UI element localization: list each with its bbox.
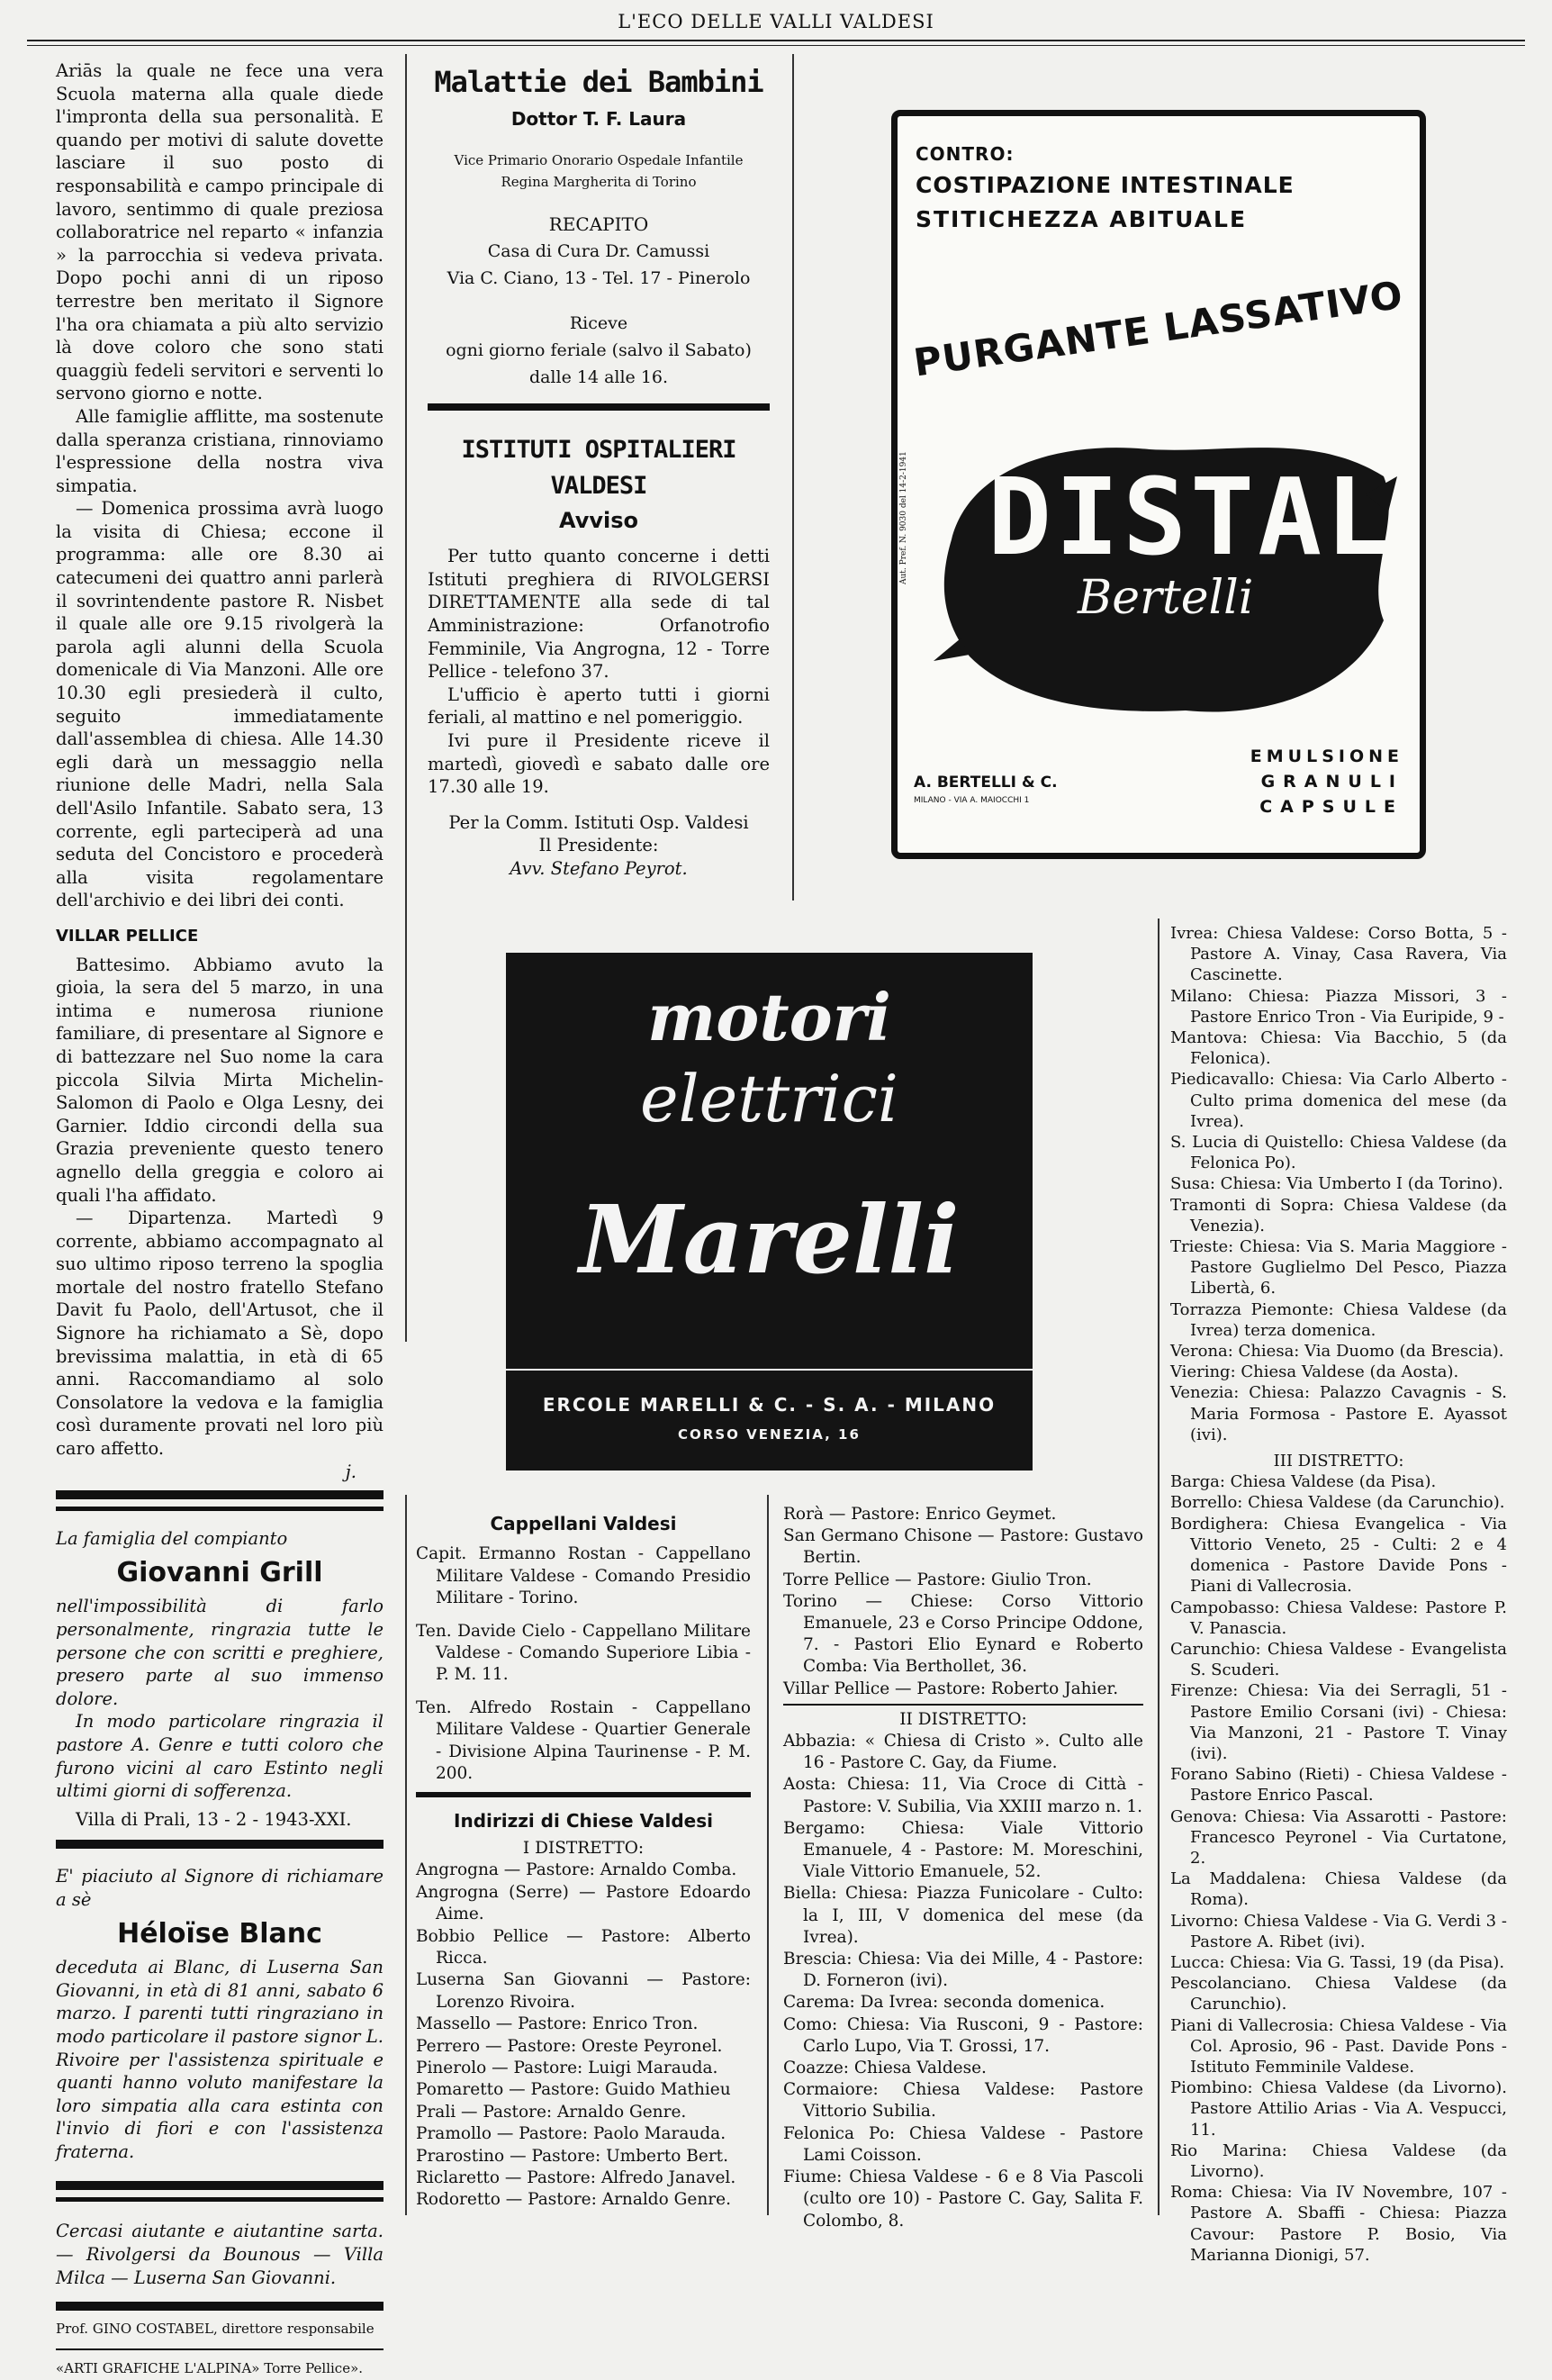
ad-text: Casa di Cura Dr. Camussi <box>487 240 710 261</box>
notice-text: deceduta ai Blanc, di Luserna San Giovanni, in età di 81 anni, sabato 6 marzo. I parenti tutti ringraziano in modo particolare il pastore signor L. Rivoire per l'assistenza spirituale e quanti hanno voluto manifestare la loro simpatia alla cara estinta con l'invio di fiori e con l'assistenza fraterna. <box>56 1957 383 2162</box>
section-title: Cappellani Valdesi <box>490 1513 677 1534</box>
list-item: Pomaretto — Pastore: Guido Mathieu <box>416 2080 731 2100</box>
list-item: Viering: Chiesa Valdese (da Aosta). <box>1170 1362 1459 1382</box>
notice-intro: E' piaciuto al Signore di richiamare a sè <box>56 1866 383 1910</box>
list-item: Milano: Chiesa: Piazza Missori, 3 - Pastore Enrico Tron - Via Euripide, 9 - <box>1170 986 1507 1027</box>
distal-logo: DISTAL <box>988 455 1394 579</box>
list-item: Firenze: Chiesa: Via dei Serragli, 51 - Pastore Emilio Corsani (ivi) - Chiesa: Via Manzoni, 21 - Pastore T. Vinay (ivi). <box>1170 1681 1507 1763</box>
ad-paragraph: L'ufficio è aperto tutti i giorni feriali, al mattino e nel pomeriggio. <box>428 683 770 728</box>
distal-advertisement <box>891 110 1426 859</box>
list-item: Como: Chiesa: Via Rusconi, 9 - Pastore: Carlo Lupo, Via T. Grossi, 17. <box>783 2014 1143 2056</box>
ad-rule <box>506 1369 1033 1371</box>
list-item: Piombino: Chiesa Valdese (da Livorno). Pastore Attilio Arias - Via A. Vespucci, 11. <box>1170 2078 1507 2140</box>
ad-subtitle: Regina Margherita di Torino <box>501 173 697 190</box>
column-divider <box>792 54 794 900</box>
header-rule <box>27 40 1525 41</box>
divider <box>783 1704 1143 1706</box>
district-title: III DISTRETTO: <box>1273 1452 1404 1471</box>
list-item: Felonica Po: Chiesa Valdese - Pastore Lami Coisson. <box>783 2123 1143 2165</box>
list-item: Roma: Chiesa: Via IV Novembre, 107 - Pastore A. Sbaffi - Chiesa: Piazza Cavour: Pastore P. Bosio, Via Marianna Dionigi, 57. <box>1170 2183 1507 2265</box>
ad-title: ISTITUTI OSPITALIERI VALDESI <box>461 435 736 500</box>
printer-credit: «ARTI GRAFICHE L'ALPINA» Torre Pellice». <box>56 2359 364 2376</box>
column-b2 <box>416 1513 751 2212</box>
ad-text: ogni giorno feriale (salvo il Sabato) <box>446 339 752 360</box>
header-rule-thin <box>27 45 1525 46</box>
divider <box>428 403 770 411</box>
list-item: Pinerolo — Pastore: Luigi Marauda. <box>416 2058 718 2077</box>
list-item: Torre Pellice — Pastore: Giulio Tron. <box>783 1570 1092 1589</box>
ad-label: RECAPITO <box>548 213 649 235</box>
ad-fineprint: Aut. Pref. N. 9030 del 14-2-1941 <box>899 451 908 584</box>
ad-subtitle: Vice Primario Onorario Ospedale Infantile <box>454 151 744 168</box>
list-item: Riclaretto — Pastore: Alfredo Janavel. <box>416 2167 736 2187</box>
marelli-advertisement <box>506 953 1033 1471</box>
divider <box>56 1507 383 1511</box>
list-item: Luserna San Giovanni — Pastore: Lorenzo Rivoira. <box>416 1970 751 2012</box>
list-item: Campobasso: Chiesa Valdese: Pastore P. V. Panascia. <box>1170 1597 1507 1638</box>
divider <box>56 1490 383 1499</box>
ad-address: MILANO - VIA A. MAIOCCHI 1 <box>914 796 1030 805</box>
list-item: Angrogna — Pastore: Arnaldo Comba. <box>416 1860 737 1880</box>
list-item: Livorno: Chiesa Valdese - Via G. Verdi 3 - Pastore A. Ribet (ivi). <box>1170 1911 1507 1951</box>
column-divider <box>1158 919 1159 2215</box>
list-item: S. Lucia di Quistello: Chiesa Valdese (da Felonica Po). <box>1170 1133 1507 1173</box>
ad-paragraph: Per tutto quanto concerne i detti Istituti preghiera di RIVOLGERSI DIRETTAMENTE alla sede di tal Amministrazione: Orfanotrofio Femminile, Via Angrogna, 12 - Torre Pellice - telefono 37. <box>428 546 770 683</box>
distal-script: Bertelli <box>1078 571 1254 625</box>
list-item: Villar Pellice — Pastore: Roberto Jahier. <box>783 1679 1119 1698</box>
list-item: Prarostino — Pastore: Umberto Bert. <box>416 2146 729 2166</box>
divider <box>56 2181 383 2190</box>
list-item: Mantova: Chiesa: Via Bacchio, 5 (da Felonica). <box>1170 1028 1507 1069</box>
ad-text: dalle 14 alle 16. <box>528 367 669 387</box>
ad-address: CORSO VENEZIA, 16 <box>678 1426 861 1443</box>
list-item: Pramollo — Pastore: Paolo Marauda. <box>416 2124 726 2144</box>
ad-company: A. BERTELLI & C. <box>914 774 1058 792</box>
list-item: Verona: Chiesa: Via Duomo (da Brescia). <box>1170 1342 1504 1362</box>
article-paragraph: Battesimo. Abbiamo avuto la gioia, la sera del 5 marzo, in una intima e numerosa riunione familiare, di presentare al Signore e di battezzare nel Suo nome la cara piccola Silvia Mirta Michelin-Salomon di Paolo e Olga Lesny, dei Garnier. Iddio circondi della sua Grazia preveniente questo tenero agnello della greggia e coloro ai quali l'ha affidato. <box>56 954 383 1206</box>
page-header: L'ECO DELLE VALLI VALDESI <box>618 11 934 32</box>
notice-name: Héloïse Blanc <box>117 1917 322 1950</box>
list-item: Bordighera: Chiesa Evangelica - Via Vittorio Veneto, 25 - Culti: 2 e 4 domenica - Pastore Davide Pons - Piani di Vallecrosia. <box>1170 1514 1507 1597</box>
list-item: San Germano Chisone — Pastore: Gustavo Bertin. <box>783 1526 1143 1568</box>
ad-paragraph: Ivi pure il Presidente riceve il martedì, giovedì e sabato dalle ore 17.30 alle 19. <box>428 729 770 798</box>
list-item: Barga: Chiesa Valdese (da Pisa). <box>1170 1472 1437 1492</box>
list-item: Rio Marina: Chiesa Valdese (da Livorno). <box>1170 2140 1507 2181</box>
ad-text: STITICHEZZA ABITUALE <box>916 206 1248 232</box>
marelli-logo: Marelli <box>579 1184 960 1295</box>
ad-format: CAPSULE <box>1259 797 1403 817</box>
column-b3 <box>783 1504 1143 2232</box>
list-item: Carema: Da Ivrea: seconda domenica. <box>783 1993 1105 2013</box>
list-item: Coazze: Chiesa Valdese. <box>783 2059 987 2078</box>
classified-ad: Cercasi aiutante e aiutantine sarta. — Rivolgersi da Bounous — Villa Milca — Luserna San Giovanni. <box>56 2221 383 2288</box>
doctor-name: Dottor T. F. Laura <box>510 108 687 130</box>
editor-credit: Prof. GINO COSTABEL, direttore responsabile <box>56 2321 374 2338</box>
list-item: Carunchio: Chiesa Valdese - Evangelista S. Scuderi. <box>1170 1639 1507 1680</box>
ad-text: CONTRO: <box>916 143 1015 165</box>
list-item: Piedicavallo: Chiesa: Via Carlo Alberto - Culto prima domenica del mese (da Ivrea). <box>1170 1070 1507 1131</box>
list-item: Venezia: Chiesa: Palazzo Cavagnis - S. Maria Formosa - Pastore E. Ayassot (ivi). <box>1170 1383 1507 1444</box>
list-item: Bobbio Pellice — Pastore: Alberto Ricca. <box>416 1926 751 1968</box>
ad-text: Via C. Ciano, 13 - Tel. 17 - Pinerolo <box>447 267 751 288</box>
divider <box>56 2302 383 2311</box>
list-item: Biella: Chiesa: Piazza Funicolare - Culto: la I, III, V domenica del mese (da Ivrea). <box>783 1884 1143 1947</box>
list-item: Piani di Vallecrosia: Chiesa Valdese - Via Col. Aprosio, 96 - Past. Davide Pons - Istituto Femminile Valdese. <box>1170 2015 1507 2077</box>
list-item: Ivrea: Chiesa Valdese: Corso Botta, 5 - Pastore A. Vinay, Casa Ravera, Via Cascinette. <box>1170 924 1507 985</box>
list-item: Massello — Pastore: Enrico Tron. <box>416 2014 699 2034</box>
list-item: Forano Sabino (Rieti) - Chiesa Valdese - Pastore Enrico Pascal. <box>1170 1765 1507 1805</box>
list-item: Brescia: Chiesa: Via dei Mille, 4 - Pastore: D. Forneron (ivi). <box>783 1950 1143 1991</box>
article-paragraph: — Domenica prossima avrà luogo la visita di Chiesa; eccone il programma: alle ore 8.30 ai catecumeni dei quattro anni parlerà il sovrintendente pastore R. Nisbet il quale alle ore 9.15 rivolgerà la parola agli alunni della Scuola domenicale di Via Manzoni. Alle ore 10.30 egli presiederà il culto, seguito immediatamente dall'assemblea di chiesa. Alle 14.30 egli darà un messaggio nella riunione delle Madri, nella Sala dell'Asilo Infantile. Sabato sera, 13 corrente, egli parteciperà ad una seduta del Concistoro e procederà alla visita regolamentare dell'archivio e dei libri dei conti. <box>56 498 383 911</box>
ad-text: COSTIPAZIONE INTESTINALE <box>916 172 1295 198</box>
ad-format: GRANULI <box>1260 772 1403 792</box>
list-item: Borrello: Chiesa Valdese (da Carunchio). <box>1170 1493 1505 1513</box>
column-left <box>56 59 383 2380</box>
column-divider <box>405 1495 407 2215</box>
notice-text: In modo particolare ringrazia il pastore A. Genre e tutti coloro che furono vicini al caro Estinto negli ultimi giorni di sofferenza. <box>56 1711 383 1802</box>
divider <box>416 1792 751 1797</box>
district-title: II DISTRETTO: <box>899 1709 1027 1729</box>
district-title: I DISTRETTO: <box>522 1838 645 1858</box>
notice-place: Villa di Prali, 13 - 2 - 1943-XXI. <box>76 1808 352 1830</box>
column-divider <box>405 54 407 1342</box>
list-item: Fiume: Chiesa Valdese - 6 e 8 Via Pascoli (culto ore 10) - Pastore C. Gay, Salita F. Colombo, 8. <box>783 2167 1143 2231</box>
list-item: Genova: Chiesa: Via Assarotti - Pastore: Francesco Peyronel - Via Curtatone, 2. <box>1170 1806 1507 1868</box>
section-title: VILLAR PELLICE <box>56 926 199 946</box>
ad-text: Riceve <box>569 312 628 333</box>
list-item: La Maddalena: Chiesa Valdese (da Roma). <box>1170 1869 1507 1910</box>
article-paragraph: Alle famiglie afflitte, ma sostenute dalla speranza cristiana, rinnoviamo l'espressione della nostra viva simpatia. <box>56 405 383 496</box>
list-item: Pescolanciano. Chiesa Valdese (da Carunchio). <box>1170 1974 1507 2014</box>
article-paragraph: — Dipartenza. Martedì 9 corrente, abbiamo accompagnato al suo ultimo riposo terreno la spoglia mortale del nostro fratello Stefano Davit fu Paolo, dell'Artusot, che il Signore ha richiamato a Sè, dopo brevissima malattia, in età di 65 anni. Raccomandiamo al solo Consolatore la vedova e la famiglia così duramente provati nel loro più caro affetto. <box>56 1208 383 1460</box>
list-item: Tramonti di Sopra: Chiesa Valdese (da Venezia). <box>1170 1195 1507 1235</box>
ad-headline: motori <box>647 979 891 1055</box>
list-item: Abbazia: « Chiesa di Cristo ». Culto alle 16 - Pastore C. Gay, da Fiume. <box>783 1732 1143 1773</box>
list-item: Trieste: Chiesa: Via S. Maria Maggiore - Pastore Guglielmo Del Pesco, Piazza Libertà, 6. <box>1170 1237 1507 1299</box>
article-paragraph: Ariās la quale ne fece una vera Scuola materna alla quale diede l'impronta della sua personalità. E quando per motivi di salute dovette lasciare il suo posto di responsabilità e campo principale di lavoro, sentimmo di quale preziosa collaboratrice nel reparto « infanzia » la parrocchia si vedeva privata. Dopo pochi anni di un riposo terrestre ben meritato il Signore l'ha ora chiamata a più alto servizio là dove coloro che sono stati quaggiù fedeli servitori e serventi lo servono giorno e notte. <box>56 60 383 404</box>
list-item: Capit. Ermanno Rostan - Cappellano Militare Valdese - Comando Presidio Militare - Torino. <box>416 1544 751 1608</box>
list-item: Ten. Alfredo Rostain - Cappellano Militare Valdese - Quartier Generale - Divisione Alpina Taurinense - P. M. 200. <box>416 1697 751 1784</box>
ad-format: EMULSIONE <box>1250 747 1403 766</box>
divider <box>56 2197 383 2202</box>
list-item: Rorà — Pastore: Enrico Geymet. <box>783 1505 1057 1524</box>
notice-text: nell'impossibilità di farlo personalmente, ringrazia tutte le persone che con scritti e preghiere, presero parte al suo immenso dolore. <box>56 1596 383 1709</box>
list-item: Bergamo: Chiesa: Viale Vittorio Emanuele, 4 - Pastore: M. Moreschini, Viale Vittorio Emanuele, 52. <box>783 1818 1143 1882</box>
column-divider <box>767 1495 769 2215</box>
list-item: Torrazza Piemonte: Chiesa Valdese (da Ivrea) terza domenica. <box>1170 1299 1507 1340</box>
ad-headline: elettrici <box>640 1061 898 1136</box>
avviso-title: Avviso <box>558 507 638 533</box>
ad-signature: Avv. Stefano Peyrot. <box>510 857 688 879</box>
signature: j. <box>345 1461 356 1482</box>
list-item: Prali — Pastore: Arnaldo Genre. <box>416 2102 687 2122</box>
list-item: Angrogna (Serre) — Pastore Edoardo Aime. <box>416 1882 751 1924</box>
ad-signature: Per la Comm. Istituti Osp. Valdesi <box>448 811 749 833</box>
list-item: Susa: Chiesa: Via Umberto I (da Torino). <box>1170 1174 1503 1194</box>
ad-headline: PURGANTE LASSATIVO <box>911 272 1406 385</box>
column-middle <box>428 63 770 881</box>
divider <box>56 1840 383 1849</box>
list-item: Lucca: Chiesa: Via G. Tassi, 19 (da Pisa). <box>1170 1952 1505 1972</box>
list-item: Torino — Chiese: Corso Vittorio Emanuele, 23 e Corso Principe Oddone, 7. - Pastori Elio Eynard e Roberto Comba: Via Berthollet, 36. <box>783 1591 1143 1677</box>
list-item: Aosta: Chiesa: 11, Via Croce di Città - Pastore: V. Subilia, Via XXIII marzo n. 1. <box>783 1775 1143 1816</box>
section-title: Indirizzi di Chiese Valdesi <box>454 1810 713 1833</box>
ad-title: Malattie dei Bambini <box>434 65 763 99</box>
notice-name: Giovanni Grill <box>116 1556 323 1588</box>
list-item: Rodoretto — Pastore: Arnaldo Genre. <box>416 2190 731 2210</box>
list-item: Cormaiore: Chiesa Valdese: Pastore Vittorio Subilia. <box>783 2080 1143 2122</box>
divider <box>56 2348 383 2350</box>
list-item: Perrero — Pastore: Oreste Peyronel. <box>416 2036 723 2056</box>
ad-signature: Il Presidente: <box>538 835 659 856</box>
list-item: Ten. Davide Cielo - Cappellano Militare Valdese - Comando Superiore Libia - P. M. 11. <box>416 1621 751 1685</box>
column-b4 <box>1170 923 1507 2266</box>
notice-intro: La famiglia del compianto <box>56 1528 288 1550</box>
ad-company: ERCOLE MARELLI & C. - S. A. - MILANO <box>542 1394 997 1416</box>
